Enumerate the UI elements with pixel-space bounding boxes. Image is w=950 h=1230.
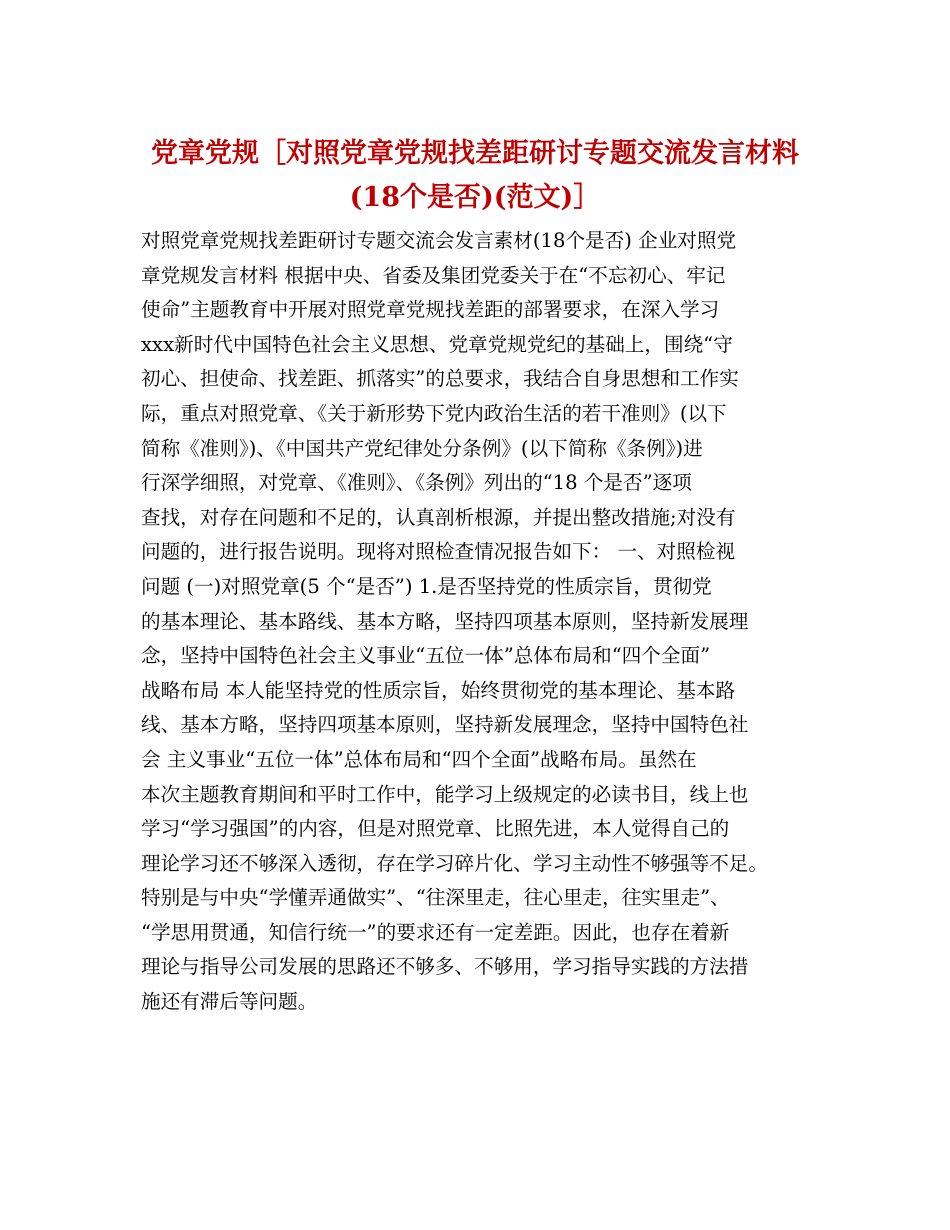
body-text-line: 本次主题教育期间和平时工作中，能学习上级规定的必读书目，线上也 [141, 782, 749, 806]
document-title-line-1: 党章党规［对照党章党规找差距研讨专题交流发言材料 [151, 138, 799, 169]
body-text-line: 学习“学习强国”的内容，但是对照党章、比照先进，本人觉得自己的 [141, 817, 730, 841]
body-text-line: “学思用贯通，知信行统一”的要求还有一定差距。因此，也存在着新 [141, 920, 730, 944]
body-text-line: 战略布局 本人能坚持党的性质宗旨，始终贯彻党的基本理论、基本路 [141, 678, 736, 702]
body-text-line: 理论学习还不够深入透彻，存在学习碎片化、学习主动性不够强等不足。 [141, 851, 768, 875]
body-text-line: 查找，对存在问题和不足的，认真剖析根源，并提出整改措施;对没有 [141, 505, 736, 529]
body-text-line: 际，重点对照党章、《关于新形势下党内政治生活的若干准则》(以下 [141, 401, 727, 425]
body-text-line: 简称《准则》)、《中国共产党纪律处分条例》(以下简称《条例》)进 [141, 436, 703, 460]
body-text-line: 特别是与中央“学懂弄通做实”、“往深里走，往心里走，往实里走”、 [141, 886, 730, 910]
body-text-line: 施还有滞后等问题。 [141, 990, 318, 1014]
body-text-line: 使命”主题教育中开展对照党章党规找差距的部署要求，在深入学习 [141, 298, 720, 322]
body-text-line: 初心、担使命、找差距、抓落实”的总要求，我结合自身思想和工作实 [141, 367, 739, 391]
body-text-line: 的基本理论、基本路线、基本方略，坚持四项基本原则，坚持新发展理 [141, 609, 749, 633]
body-text-line: 会 主义事业“五位一体”总体布局和“四个全面”战略布局。虽然在 [141, 747, 697, 771]
document-body [141, 224, 841, 1020]
body-text-line: 问题的，进行报告说明。现将对照检查情况报告如下： 一、对照检视 [141, 540, 736, 564]
body-text-line: 对照党章党规找差距研讨专题交流会发言素材(18个是否) 企业对照党 [141, 229, 737, 252]
body-text-line: 理论与指导公司发展的思路还不够多、不够用，学习指导实践的方法措 [141, 955, 749, 979]
body-text-line: xxx新时代中国特色社会主义思想、党章党规党纪的基础上，围绕“守 [141, 332, 733, 356]
body-text-line: 念，坚持中国特色社会主义事业“五位一体”总体布局和“四个全面” [141, 644, 711, 668]
body-text-line: 线、基本方略，坚持四项基本原则，坚持新发展理念，坚持中国特色社 [141, 713, 749, 737]
body-text-line: 问题 (一)对照党章(5 个“是否”) 1.是否坚持党的性质宗旨，贯彻党 [141, 574, 712, 598]
body-text-line: 章党规发言材料 根据中央、省委及集团党委关于在“不忘初心、牢记 [141, 263, 726, 287]
body-text-line: 行深学细照，对党章、《准则》、《条例》列出的“18 个是否”逐项 [141, 471, 692, 495]
document-title-line-2: (18个是否)(范文)］ [349, 182, 601, 213]
